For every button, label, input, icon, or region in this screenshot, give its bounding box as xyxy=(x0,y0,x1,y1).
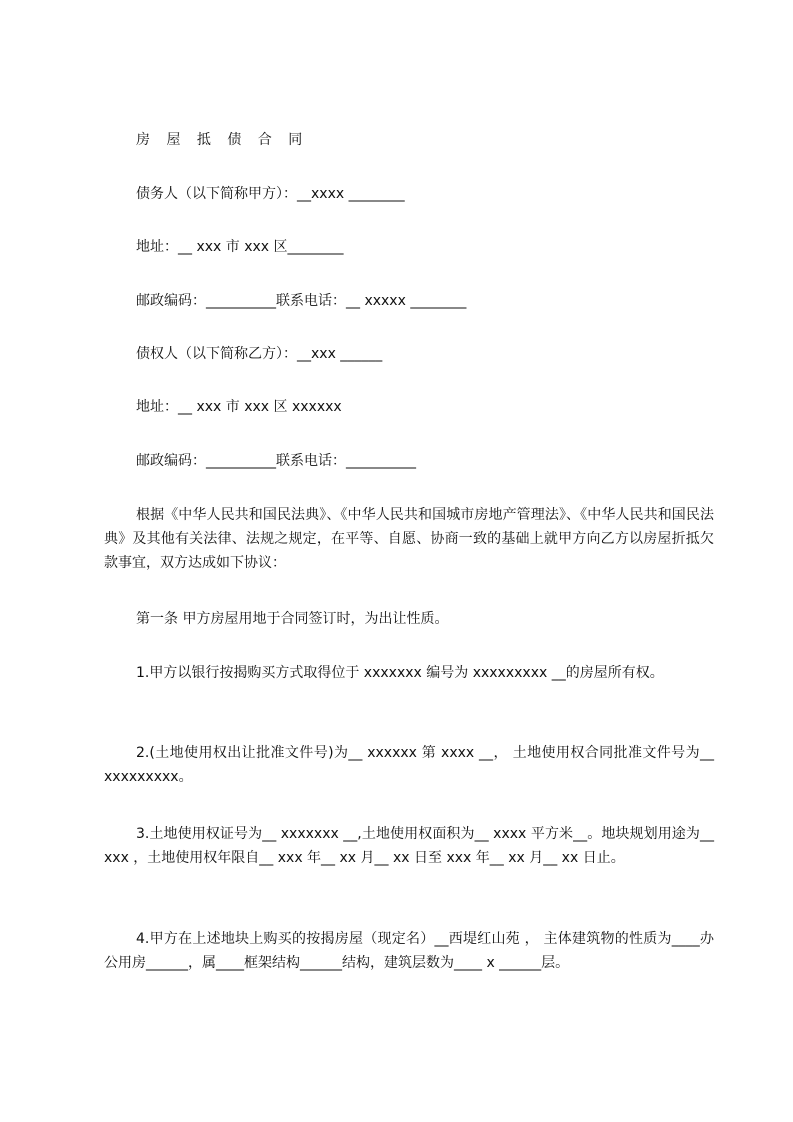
clause-3: 3.土地使用权证号为__ xxxxxxx __,土地使用权面积为__ xxxx 平方米__。地块规划用途为__ xxx ，土地使用权年限自__ xxx 年__ xx 月__ xx 日至 xxx 年__ xx 月__ xx 日止。 xyxy=(104,826,714,866)
creditor-address-line: 地址：__ xxx 市 xxx 区 xxxxxx xyxy=(136,399,342,415)
debtor-contact-line: 邮政编码：__________联系电话：__ xxxxx ________ xyxy=(136,293,467,309)
debtor-line: 债务人（以下简称甲方）：__xxxx ________ xyxy=(136,186,405,202)
article-1-heading: 第一条 甲方房屋用地于合同签订时，为出让性质。 xyxy=(136,611,449,627)
creditor-line: 债权人（以下简称乙方）：__xxx ______ xyxy=(136,346,383,362)
clause-4: 4.甲方在上述地块上购买的按揭房屋（现定名）__西堤红山苑 ， 主体建筑物的性质为____办公用房______，属____框架结构______结构，建筑层数为____ x ______层。 xyxy=(104,931,714,971)
document-title: 房 屋 抵 债 合 同 xyxy=(136,132,309,148)
creditor-contact-line: 邮政编码：__________联系电话：__________ xyxy=(136,453,416,469)
clause-1: 1.甲方以银行按揭购买方式取得位于 xxxxxxx 编号为 xxxxxxxxx __的房屋所有权。 xyxy=(136,665,664,681)
debtor-address-line: 地址：__ xxx 市 xxx 区________ xyxy=(136,239,344,255)
preamble-paragraph: 根据《中华人民共和国民法典》、《中华人民共和国城市房地产管理法》、《中华人民共和国民法典》及其他有关法律、法规之规定，在平等、自愿、协商一致的基础上就甲方向乙方以房屋折抵欠款事宜，双方达成如下协议： xyxy=(104,507,714,571)
clause-2: 2.(土地使用权出让批准文件号)为__ xxxxxx 第 xxxx __， 土地使用权合同批准文件号为__ xxxxxxxxx。 xyxy=(104,745,714,785)
